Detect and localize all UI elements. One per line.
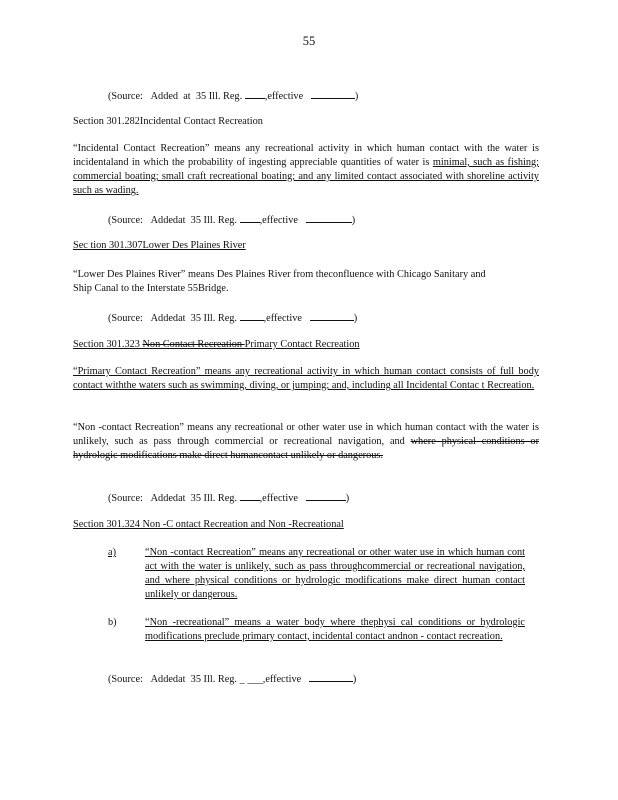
section-heading-301-282: Section 301.282Incidental Contact Recreation bbox=[73, 116, 263, 127]
source-note: (Source: Addedat 35 Ill. Reg. ,effective ) bbox=[108, 490, 349, 506]
source-note: (Source: Addedat 35 Ill. Reg. ,effective ) bbox=[108, 212, 355, 228]
source-note: (Source: Added at 35 Ill. Reg. ,effective ) bbox=[108, 88, 358, 104]
section-heading-301-307: Sec tion 301.307Lower Des Plaines River bbox=[73, 240, 246, 251]
source-note: (Source: Addedat 35 Ill. Reg. ,effective ) bbox=[108, 310, 357, 326]
section-body-301-307: “Lower Des Plaines River” means Des Plaines River from theconfluence with Chicago Sanitary and Ship Canal to the Interstate 55Bridge. bbox=[73, 269, 486, 294]
section-heading-301-324: Section 301.324 Non -C ontact Recreation and Non -Recreational bbox=[73, 519, 344, 530]
item-text-b: “Non -recreational” means a water body where thephysi cal conditions or hydrologic modifications preclude primary contact, incidental contact andnon - contact recreation. bbox=[145, 617, 525, 642]
primary-contact-definition: “Primary Contact Recreation” means any recreational activity in which human contact consists of full body contact withthe waters such as swimming, diving, or jumping; and, including all Incidental Contac t Recreation. bbox=[73, 366, 539, 391]
source-note: (Source: Addedat 35 Ill. Reg. _ ___,effective ) bbox=[108, 671, 356, 687]
item-text-a: “Non -contact Recreation” means any recreational or other water use in which human cont act with the water is unlikely, such as pass throughcommercial or recreational navigation, and where physical conditions or hydrologic modifications make direct human contact unlikely or dangerous. bbox=[145, 547, 525, 600]
section-heading-301-323: Section 301.323 Non Contact Recreation Primary Contact Recreation bbox=[73, 339, 360, 350]
item-label-b: b) bbox=[108, 617, 117, 628]
page-number: 55 bbox=[302, 34, 316, 48]
section-body-301-282: “Incidental Contact Recreation” means any recreational activity in which human contact with the water is incidentaland in which the probability of ingesting appreciable quantities of water is minimal, such as fishing; commercial boating; small craft recreational boating; and any limited contact associated with shoreline activity such as wading. bbox=[73, 143, 539, 196]
item-label-a: a) bbox=[108, 547, 116, 558]
noncontact-definition: “Non -contact Recreation” means any recreational or other water use in which human contact with the water is unlikely, such as pass through commercial or recreational navigation, and where physical conditions or hydrologic modifications make direct humancontact unlikely or dangerous. bbox=[73, 422, 539, 461]
